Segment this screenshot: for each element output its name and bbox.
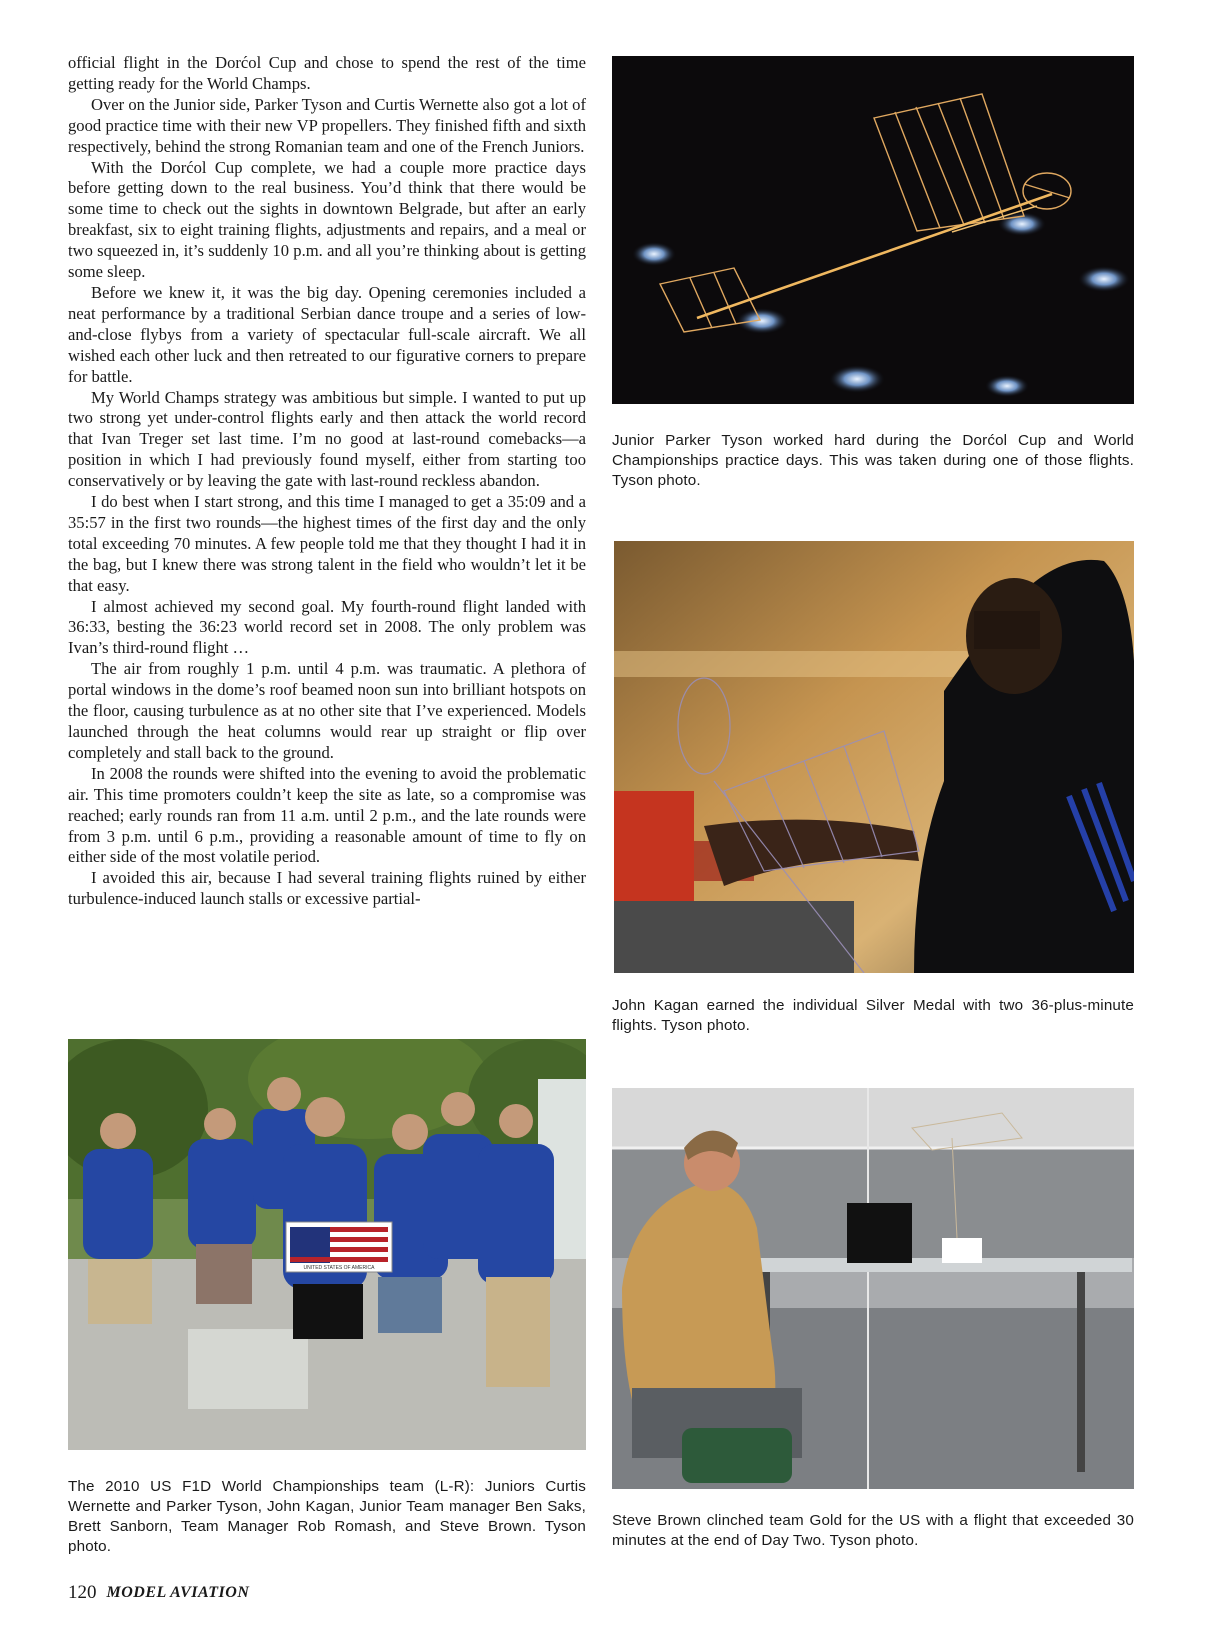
caption-john-kagan: John Kagan earned the individual Silver Medal with two 36-plus-minute flights. Tyson photo. (612, 997, 1134, 1034)
article-paragraph: In 2008 the rounds were shifted into the evening to avoid the problematic air. This time promoters couldn’t keep the site as late, so a compromise was reached; early rounds ran from 11 a.m. until 2 p.m., and the late rounds were from 3 p.m. until 6 p.m., providing a reasonable amount of time to fly on either side of the most volatile period. (68, 763, 586, 867)
article-paragraph: I avoided this air, because I had several training flights ruined by either turbulence-induced launch stalls or excessive partial- (68, 868, 586, 909)
article-paragraph: With the Dorćol Cup complete, we had a couple more practice days before getting down to the real business. You’d think that there would be some time to check out the sights in downtown Belgrade, but after an early breakfast, six to eight training flights, adjustments and repairs, and a meal or two squeezed in, it’s suddenly 10 p.m. and all you’re thinking about is getting some sleep. (68, 157, 586, 282)
photo-steve-brown (612, 1088, 1134, 1489)
photo-john-kagan (614, 541, 1134, 973)
article-paragraph: Over on the Junior side, Parker Tyson and Curtis Wernette also got a lot of good practice time with their new VP propellers. They finished fifth and sixth respectively, behind the strong Romanian team and one of the French Juniors. (68, 94, 586, 156)
article-paragraph: Before we knew it, it was the big day. Opening ceremonies included a neat performance by a traditional Serbian dance troupe and a series of low-and-close flybys from a variety of spectacular full-scale aircraft. We all wished each other luck and then retreated to our figurative corners to prepare for battle. (68, 282, 586, 386)
page-number: 120 (68, 1582, 97, 1603)
flag-banner (286, 1222, 392, 1272)
photo-us-team (68, 1039, 586, 1450)
article-paragraph: I almost achieved my second goal. My fourth-round flight landed with 36:33, besting the 36:23 world record set in 2008. The only problem was Ivan’s third-round flight … (68, 596, 586, 658)
banner-text: UNITED STATES OF AMERICA (303, 1265, 375, 1271)
photo-model-plane-flight (612, 56, 1134, 404)
article-paragraph: The air from roughly 1 p.m. until 4 p.m. was traumatic. A plethora of portal windows in the dome’s roof beamed noon sun into brilliant hotspots on the floor, causing turbulence as at no other site that I’ve experienced. Models launched through the heat columns would rear up straight or flip over completely and stall back to the ground. (68, 659, 586, 762)
article-paragraph: My World Champs strategy was ambitious but simple. I wanted to put up two strong yet under-control flights early and then attack the world record that Ivan Treger set last time. I’m no good at last-round comebacks—a position in which I had previously found myself, either from starting too conservatively or by leaving the gate with last-round reckless abandon. (68, 387, 586, 491)
article-paragraph: official flight in the Dorćol Cup and chose to spend the rest of the time getting ready for the World Champs. (68, 53, 586, 93)
article-paragraph: I do best when I start strong, and this time I managed to get a 35:09 and a 35:57 in the first two rounds—the highest times of the first day and the only total exceeding 70 minutes. A few people told me that they thought I had it in the bag, but I knew there was strong talent in the field who wouldn’t let it be that easy. (68, 492, 586, 595)
page-footer (68, 1582, 249, 1610)
caption-us-team: The 2010 US F1D World Championships team (L-R): Juniors Curtis Wernette and Parker Tyson, John Kagan, Junior Team manager Ben Saks, Brett Sanborn, Team Manager Rob Romash, and Steve Brown. Tyson photo. (68, 1478, 586, 1555)
caption-steve-brown: Steve Brown clinched team Gold for the US with a flight that exceeded 30 minutes at the end of Day Two. Tyson photo. (612, 1512, 1134, 1549)
article-body (68, 53, 586, 910)
caption-model-plane: Junior Parker Tyson worked hard during the Dorćol Cup and World Championships practice days. This was taken during one of those flights. Tyson photo. (612, 432, 1134, 489)
magazine-name: MODEL AVIATION (106, 1584, 250, 1601)
